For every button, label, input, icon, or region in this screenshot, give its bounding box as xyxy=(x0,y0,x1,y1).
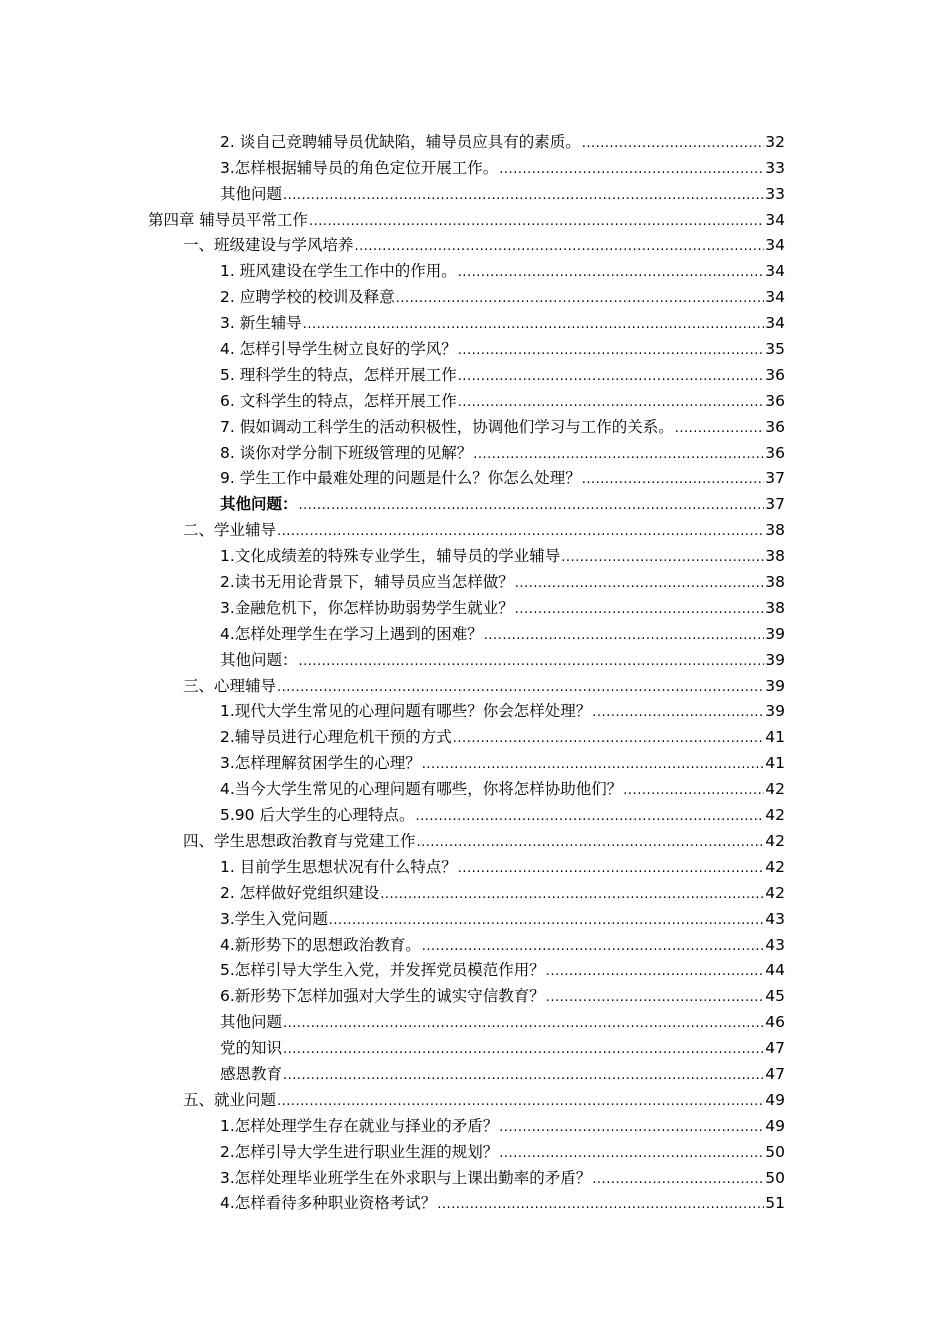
toc-entry-title: 三、心理辅导 xyxy=(183,676,277,695)
toc-page-number: 34 xyxy=(765,314,785,333)
toc-dot-leader xyxy=(277,1091,764,1109)
toc-entry-title: 4. 怎样引导学生树立良好的学风？ xyxy=(220,340,457,359)
toc-entry-title: 一、班级建设与学风培养 xyxy=(183,236,354,255)
toc-entry-title: 二、学业辅导 xyxy=(183,521,277,540)
toc-dot-leader xyxy=(355,236,765,254)
toc-page-number: 36 xyxy=(765,365,785,384)
toc-page-number: 42 xyxy=(765,883,785,902)
toc-entry-title: 7. 假如调动工科学生的活动积极性，协调他们学习与工作的关系。 xyxy=(220,417,674,436)
toc-entry-title: 5.90 后大学生的心理特点。 xyxy=(220,806,415,825)
toc-page-number: 38 xyxy=(765,573,785,592)
toc-dot-leader xyxy=(458,340,765,358)
toc-page-number: 39 xyxy=(765,676,785,695)
toc-dot-leader xyxy=(309,211,764,229)
toc-entry-title: 3.怎样处理毕业班学生在外求职与上课出勤率的矛盾？ xyxy=(220,1168,592,1187)
toc-page-number: 41 xyxy=(765,754,785,773)
toc-entry[interactable] xyxy=(0,308,950,334)
toc-dot-leader xyxy=(592,702,764,720)
toc-dot-leader xyxy=(283,1065,764,1083)
toc-dot-leader xyxy=(623,780,764,798)
toc-entry[interactable] xyxy=(0,334,950,360)
toc-dot-leader xyxy=(561,547,764,565)
toc-entry[interactable] xyxy=(0,541,950,567)
toc-entry-title: 其他问题： xyxy=(220,495,298,514)
toc-entry[interactable] xyxy=(0,386,950,412)
toc-entry-title: 其他问题： xyxy=(220,650,298,669)
toc-dot-leader xyxy=(277,677,764,695)
toc-entry[interactable] xyxy=(0,1111,950,1137)
toc-entry-title: 其他问题 xyxy=(220,184,283,203)
toc-entry[interactable] xyxy=(0,930,950,956)
toc-entry-title: 5.怎样引导大学生入党，并发挥党员模范作用？ xyxy=(220,961,545,980)
toc-page-number: 38 xyxy=(765,521,785,540)
toc-entry[interactable] xyxy=(0,774,950,800)
toc-entry[interactable] xyxy=(0,956,950,982)
toc-entry[interactable] xyxy=(0,464,950,490)
toc-entry[interactable] xyxy=(0,1163,950,1189)
toc-page-number: 47 xyxy=(765,1064,785,1083)
toc-entry-title: 1. 目前学生思想状况有什么特点？ xyxy=(220,857,457,876)
toc-dot-leader xyxy=(473,444,764,462)
toc-dot-leader xyxy=(592,1169,764,1187)
toc-page-number: 33 xyxy=(765,184,785,203)
toc-entry[interactable] xyxy=(0,904,950,930)
toc-page-number: 45 xyxy=(765,987,785,1006)
toc-entry[interactable] xyxy=(0,256,950,282)
toc-dot-leader xyxy=(458,392,765,410)
toc-entry[interactable] xyxy=(0,1033,950,1059)
toc-page-number: 50 xyxy=(765,1142,785,1161)
toc-entry-title: 6. 文科学生的特点，怎样开展工作 xyxy=(220,391,457,410)
toc-entry[interactable] xyxy=(0,722,950,748)
toc-page-number: 51 xyxy=(765,1194,785,1213)
toc-page-number: 32 xyxy=(765,132,785,151)
toc-entry-title: 四、学生思想政治教育与党建工作 xyxy=(183,831,416,850)
toc-entry-title: 4.怎样处理学生在学习上遇到的困难？ xyxy=(220,624,483,643)
toc-entry-title: 2. 谈自己竞聘辅导员优缺陷，辅导员应具有的素质。 xyxy=(220,132,581,151)
toc-entry[interactable] xyxy=(0,619,950,645)
toc-entry[interactable] xyxy=(0,515,950,541)
toc-entry-title: 1.怎样处理学生存在就业与择业的矛盾？ xyxy=(220,1116,499,1135)
toc-entry-title: 党的知识 xyxy=(220,1039,283,1058)
toc-dot-leader xyxy=(422,936,764,954)
toc-entry[interactable] xyxy=(0,593,950,619)
toc-entry[interactable] xyxy=(0,1189,950,1215)
toc-dot-leader xyxy=(499,1117,764,1135)
toc-entry-title: 8. 谈你对学分制下班级管理的见解？ xyxy=(220,443,473,462)
toc-entry[interactable] xyxy=(0,697,950,723)
toc-entry-title: 感恩教育 xyxy=(220,1064,283,1083)
toc-dot-leader xyxy=(546,987,764,1005)
toc-page-number: 34 xyxy=(765,288,785,307)
toc-entry[interactable] xyxy=(0,153,950,179)
toc-entry-title: 五、就业问题 xyxy=(183,1090,277,1109)
toc-entry[interactable] xyxy=(0,981,950,1007)
toc-entry[interactable] xyxy=(0,1085,950,1111)
toc-entry[interactable] xyxy=(0,438,950,464)
toc-page-number: 44 xyxy=(765,961,785,980)
toc-dot-leader xyxy=(380,884,764,902)
toc-dot-leader xyxy=(546,961,764,979)
toc-entry[interactable] xyxy=(0,179,950,205)
toc-entry-title: 3.怎样理解贫困学生的心理？ xyxy=(220,754,421,773)
toc-page-number: 37 xyxy=(765,469,785,488)
table-of-contents xyxy=(0,127,950,1214)
toc-page-number: 42 xyxy=(765,857,785,876)
toc-page-number: 49 xyxy=(765,1090,785,1109)
toc-page-number: 43 xyxy=(765,909,785,928)
toc-dot-leader xyxy=(499,1143,764,1161)
toc-dot-leader xyxy=(277,521,764,539)
toc-entry-title: 3.学生入党问题 xyxy=(220,909,328,928)
toc-entry[interactable] xyxy=(0,1059,950,1085)
toc-dot-leader xyxy=(582,469,765,487)
toc-entry-title: 1.现代大学生常见的心理问题有哪些？你会怎样处理？ xyxy=(220,702,592,721)
toc-page-number: 36 xyxy=(765,443,785,462)
toc-dot-leader xyxy=(499,159,764,177)
toc-entry-title: 第四章 辅导员平常工作 xyxy=(148,210,308,229)
toc-dot-leader xyxy=(417,832,765,850)
toc-entry[interactable] xyxy=(0,878,950,904)
toc-entry-title: 1. 班风建设在学生工作中的作用。 xyxy=(220,262,457,281)
toc-entry[interactable] xyxy=(0,800,950,826)
toc-entry[interactable] xyxy=(0,412,950,438)
toc-page-number: 41 xyxy=(765,728,785,747)
toc-page-number: 34 xyxy=(765,262,785,281)
toc-page-number: 43 xyxy=(765,935,785,954)
toc-entry-title: 3. 新生辅导 xyxy=(220,314,302,333)
toc-page-number: 39 xyxy=(765,650,785,669)
toc-page-number: 49 xyxy=(765,1116,785,1135)
toc-entry[interactable] xyxy=(0,567,950,593)
toc-entry-title: 3.金融危机下，你怎样协助弱势学生就业？ xyxy=(220,598,514,617)
toc-dot-leader xyxy=(415,806,764,824)
toc-entry[interactable] xyxy=(0,748,950,774)
toc-dot-leader xyxy=(453,728,764,746)
toc-entry-title: 2.辅导员进行心理危机干预的方式 xyxy=(220,728,452,747)
toc-dot-leader xyxy=(283,1039,764,1057)
toc-dot-leader xyxy=(437,1194,764,1212)
toc-page-number: 34 xyxy=(765,210,785,229)
toc-entry[interactable] xyxy=(0,205,950,231)
toc-page-number: 37 xyxy=(765,495,785,514)
toc-page-number: 42 xyxy=(765,831,785,850)
toc-entry-title: 4.新形势下的思想政治教育。 xyxy=(220,935,421,954)
toc-dot-leader xyxy=(458,262,765,280)
toc-page-number: 38 xyxy=(765,547,785,566)
toc-entry[interactable] xyxy=(0,231,950,257)
toc-dot-leader xyxy=(515,573,764,591)
toc-entry-title: 3.怎样根据辅导员的角色定位开展工作。 xyxy=(220,158,499,177)
toc-entry-title: 6.新形势下怎样加强对大学生的诚实守信教育？ xyxy=(220,987,545,1006)
toc-page-number: 50 xyxy=(765,1168,785,1187)
toc-entry[interactable] xyxy=(0,671,950,697)
toc-entry[interactable] xyxy=(0,852,950,878)
toc-entry[interactable] xyxy=(0,282,950,308)
toc-entry-title: 2. 应聘学校的校训及释意 xyxy=(220,288,395,307)
toc-page-number: 33 xyxy=(765,158,785,177)
toc-page-number: 42 xyxy=(765,780,785,799)
toc-entry-title: 其他问题 xyxy=(220,1013,283,1032)
toc-page-number: 39 xyxy=(765,624,785,643)
toc-entry[interactable] xyxy=(0,645,950,671)
toc-dot-leader xyxy=(458,858,765,876)
toc-dot-leader xyxy=(458,366,765,384)
toc-entry[interactable] xyxy=(0,360,950,386)
toc-page-number: 34 xyxy=(765,236,785,255)
toc-entry[interactable] xyxy=(0,826,950,852)
toc-entry-title: 2.读书无用论背景下，辅导员应当怎样做？ xyxy=(220,573,514,592)
toc-dot-leader xyxy=(283,1013,764,1031)
toc-dot-leader xyxy=(329,910,764,928)
toc-dot-leader xyxy=(484,625,764,643)
toc-entry-title: 4.当今大学生常见的心理问题有哪些，你将怎样协助他们？ xyxy=(220,780,623,799)
toc-entry-title: 4.怎样看待多种职业资格考试？ xyxy=(220,1194,437,1213)
toc-dot-leader xyxy=(515,599,764,617)
toc-page-number: 35 xyxy=(765,340,785,359)
toc-entry-title: 2. 怎样做好党组织建设 xyxy=(220,883,380,902)
toc-dot-leader xyxy=(422,754,764,772)
toc-dot-leader xyxy=(582,133,765,151)
toc-dot-leader xyxy=(283,185,764,203)
toc-page-number: 39 xyxy=(765,702,785,721)
toc-entry-title: 9. 学生工作中最难处理的问题是什么？你怎么处理？ xyxy=(220,469,581,488)
toc-dot-leader xyxy=(303,314,765,332)
toc-entry[interactable] xyxy=(0,127,950,153)
toc-dot-leader xyxy=(299,651,765,669)
toc-entry-title: 5. 理科学生的特点，怎样开展工作 xyxy=(220,365,457,384)
toc-page-number: 36 xyxy=(765,417,785,436)
toc-page-number: 47 xyxy=(765,1039,785,1058)
toc-dot-leader xyxy=(675,418,765,436)
toc-dot-leader xyxy=(299,495,765,513)
toc-page-number: 46 xyxy=(765,1013,785,1032)
toc-entry[interactable] xyxy=(0,489,950,515)
toc-entry[interactable] xyxy=(0,1137,950,1163)
toc-page-number: 42 xyxy=(765,806,785,825)
toc-entry-title: 1.文化成绩差的特殊专业学生，辅导员的学业辅导 xyxy=(220,547,561,566)
toc-entry-title: 2.怎样引导大学生进行职业生涯的规划？ xyxy=(220,1142,499,1161)
toc-page-number: 36 xyxy=(765,391,785,410)
toc-page-number: 38 xyxy=(765,598,785,617)
toc-dot-leader xyxy=(396,288,765,306)
toc-entry[interactable] xyxy=(0,1007,950,1033)
